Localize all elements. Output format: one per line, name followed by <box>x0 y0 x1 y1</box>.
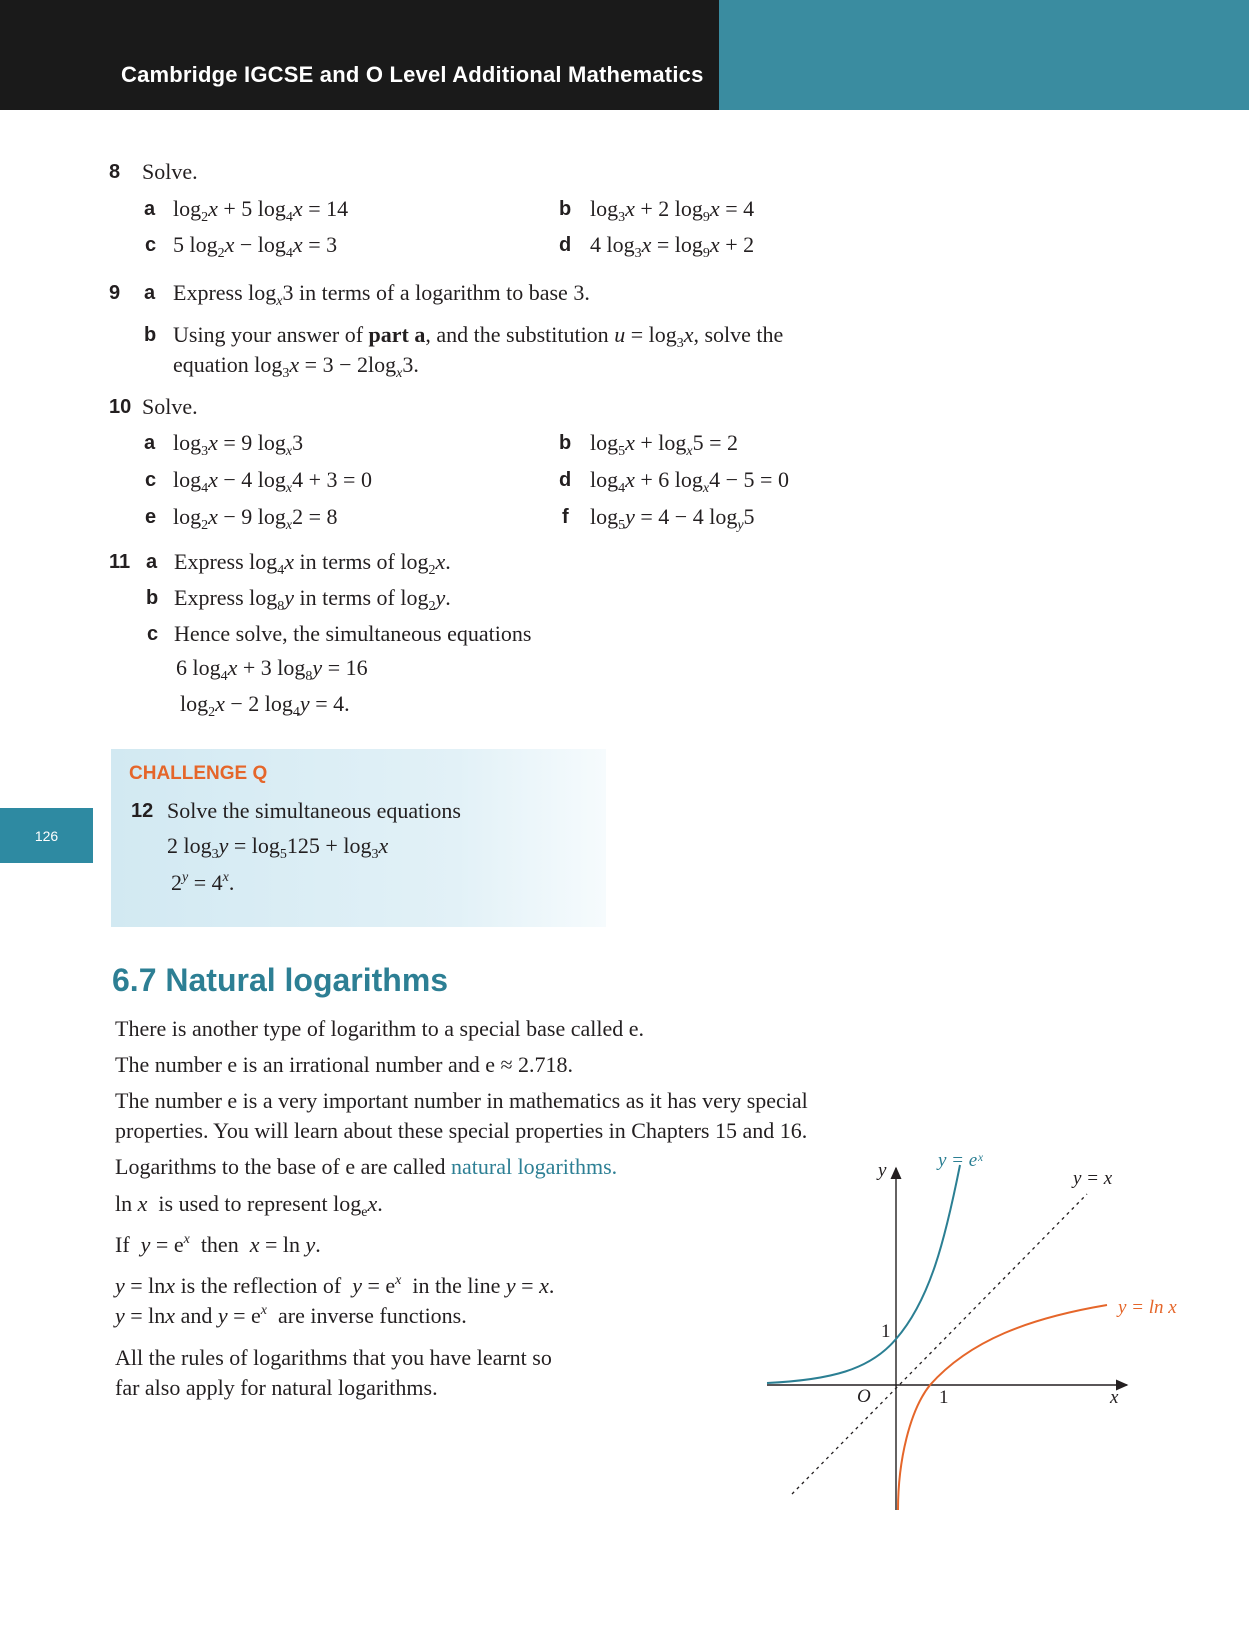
paragraph: y = lnx is the reflection of $y = e^x$ in the line y = x. <box>115 1273 555 1298</box>
paragraph: All the rules of logarithms that you have learnt so <box>115 1345 552 1370</box>
line-label: y = x <box>1073 1168 1113 1189</box>
paragraph: far also apply for natural logarithms. <box>115 1375 438 1400</box>
part-label: e <box>145 506 157 528</box>
curve-exp <box>767 1165 960 1383</box>
y-tick-label: 1 <box>881 1321 891 1342</box>
part-label: a <box>144 282 156 304</box>
line-y-equals-x <box>792 1194 1087 1494</box>
part-label: c <box>147 623 159 645</box>
part-label: b <box>559 432 572 454</box>
question-text: Hence solve, the simultaneous equations <box>174 621 532 646</box>
question-text: Express $\log_x3$ in terms of a logarithm to base 3. <box>173 280 590 309</box>
part-label: a <box>146 551 158 573</box>
question-stem: Solve. <box>142 394 198 419</box>
part-label: b <box>559 198 572 220</box>
question-number: 12 <box>131 800 154 822</box>
question-number: 10 <box>109 396 132 418</box>
question-text: equation $\log_3x = 3 - 2\log_x3$. <box>173 352 419 381</box>
question-number: 11 <box>109 551 131 573</box>
paragraph: The number e is a very important number in mathematics as it has very special <box>115 1088 808 1113</box>
part-label: c <box>145 469 157 491</box>
equation: $\log_2x - 2$ $\log_4y = 4$. <box>180 691 350 720</box>
curve-ln <box>898 1305 1107 1510</box>
equation: $\log_4x + 6$ $\log_x4 - 5 = 0$ <box>590 467 789 496</box>
section-title: 6.7 Natural logarithms <box>112 962 449 998</box>
question-text: Express $\log_8y$ in terms of $\log_2y$. <box>174 585 451 614</box>
question-stem: Solve the simultaneous equations <box>167 798 461 823</box>
equation: 2 $\log_3y = \log_5125 + \log_3x$ <box>167 833 389 862</box>
question-number: 9 <box>109 282 121 304</box>
equation: $\log_5x + \log_x5 = 2$ <box>590 430 739 459</box>
equation: $\log_2x + 5$ $\log_4x = 14$ <box>173 196 349 225</box>
paragraph: There is another type of logarithm to a special base called e. <box>115 1016 645 1041</box>
y-axis-label: y <box>878 1160 887 1181</box>
question-stem: Solve. <box>142 159 198 184</box>
curve-label-ln: y = ln x <box>1118 1297 1177 1318</box>
key-term: natural logarithms. <box>450 1154 618 1179</box>
part-label: a <box>144 198 156 220</box>
paragraph: Logarithms to the base of e are called natural logarithms. <box>115 1154 618 1179</box>
page-number: 126 <box>0 808 93 863</box>
part-label: d <box>559 469 572 491</box>
part-label: f <box>562 506 569 528</box>
part-label: b <box>144 324 157 346</box>
equation: 4 $\log_3x = \log_9x + 2$ <box>590 232 755 261</box>
x-axis-label: x <box>1110 1387 1119 1408</box>
question-number: 8 <box>109 161 121 183</box>
paragraph: ln x is used to represent $\log_ex$. <box>115 1191 383 1220</box>
book-title: Cambridge IGCSE and O Level Additional Mathematics <box>121 62 704 87</box>
paragraph: properties. You will learn about these special properties in Chapters 15 and 16. <box>115 1118 808 1143</box>
x-tick-label: 1 <box>939 1387 949 1408</box>
part-label: a <box>144 432 156 454</box>
part-label: d <box>559 234 572 256</box>
equation: 5 $\log_2x - \log_4x = 3$ <box>173 232 338 261</box>
paragraph: The number e is an irrational number and e ≈ 2.718. <box>115 1052 574 1077</box>
equation: $\log_4x - 4$ $\log_x4 + 3 = 0$ <box>173 467 372 496</box>
origin-label: O <box>857 1386 871 1407</box>
paragraph: If $y = e^x$ then x = ln y. <box>115 1232 321 1257</box>
equation: $\log_5y = 4 - 4$ $\log_y5$ <box>590 504 755 533</box>
question-text: Express $\log_4x$ in terms of $\log_2x$. <box>174 549 451 578</box>
equation: $\log_3x = 9$ $\log_x3$ <box>173 430 304 459</box>
equation: $\log_3x + 2$ $\log_9x = 4$ <box>590 196 755 225</box>
part-label: b <box>146 587 159 609</box>
paragraph: y = lnx and $y = e^x$ are inverse functions. <box>115 1303 467 1328</box>
question-text: Using your answer of part a, and the substitution $u = \log_3x$, solve the <box>173 322 784 351</box>
part-label: c <box>145 234 157 256</box>
equation: $2^y = 4^x$. <box>171 870 235 895</box>
curve-label-exp: y = eˣ <box>938 1150 983 1171</box>
equation: 6 $\log_4x + 3$ $\log_8y = 16$ <box>176 655 368 684</box>
equation: $\log_2x - 9$ $\log_x2 = 8$ <box>173 504 338 533</box>
challenge-title: CHALLENGE Q <box>129 763 268 784</box>
